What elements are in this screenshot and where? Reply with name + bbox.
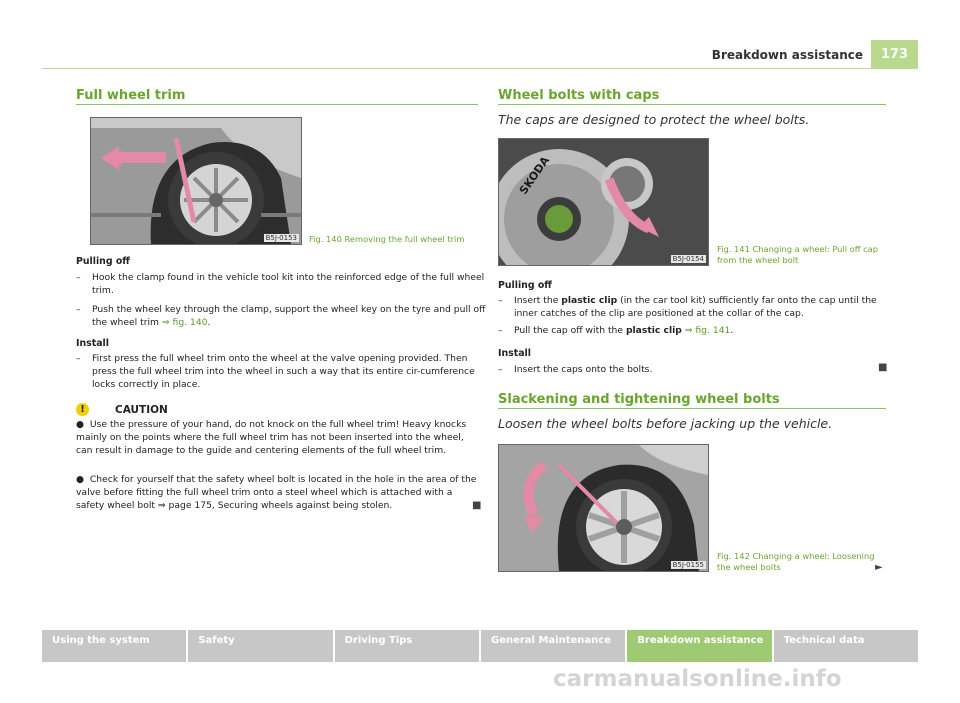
lead-text-loosen: Loosen the wheel bolts before jacking up the vehicle. bbox=[498, 416, 833, 431]
section-title-slackening-bolts: Slackening and tightening wheel bolts bbox=[498, 392, 780, 407]
caution-title: CAUTION bbox=[115, 404, 168, 416]
figure-140-image bbox=[90, 117, 302, 245]
bullet-dot-icon: ● bbox=[76, 474, 85, 485]
caps-install-step: – Insert the caps onto the bolts. bbox=[498, 364, 653, 375]
bullet-dot-icon: ● bbox=[76, 419, 85, 430]
caps-step-1: – Insert the plastic clip (in the car tool kit) sufficiently far onto the cap until the inner catches of the clip are positioned at the collar of the cap. bbox=[498, 295, 877, 319]
figure-142-image bbox=[498, 444, 709, 572]
section-rule bbox=[76, 104, 478, 105]
continue-arrow-icon: ► bbox=[875, 562, 883, 573]
figure-code: B5J-0153 bbox=[265, 234, 297, 242]
cap-removal-illustration bbox=[499, 139, 708, 265]
pulling-off-step-2: – Push the wheel key through the clamp, support the wheel key on the tyre and pull off the wheel trim ⇒ fig. 140. bbox=[76, 304, 486, 328]
page-number-badge: 173 bbox=[871, 40, 918, 68]
section-title-full-wheel-trim: Full wheel trim bbox=[76, 88, 186, 103]
install-step-1: – First press the full wheel trim onto the wheel at the valve opening provided. Then press the full wheel trim into the wheel in such a way that its entire cir-cumference locks correctly in place. bbox=[76, 353, 475, 390]
figure-code: B5J-0155 bbox=[672, 561, 704, 569]
figure-142-caption: Fig. 142 Changing a wheel: Loosening the wheel bolts bbox=[717, 551, 875, 572]
skoda-logo-text: SKODA bbox=[516, 154, 553, 197]
section-rule bbox=[498, 104, 886, 105]
fig-141-link[interactable]: ⇒ fig. 141 bbox=[681, 325, 731, 336]
nav-breakdown-assistance[interactable]: Breakdown assistance bbox=[627, 630, 773, 662]
nav-using-the-system[interactable]: Using the system bbox=[42, 630, 188, 662]
install-heading-right: Install bbox=[498, 348, 531, 359]
fig-140-link[interactable]: ⇒ fig. 140 bbox=[161, 317, 208, 328]
figure-code: B5J-0154 bbox=[672, 255, 704, 263]
pulling-off-heading-right: Pulling off bbox=[498, 280, 552, 291]
chapter-nav-bar bbox=[42, 630, 918, 662]
section-end-mark: ■ bbox=[472, 500, 482, 511]
figure-141-image bbox=[498, 138, 709, 266]
running-header-title: Breakdown assistance bbox=[711, 48, 863, 62]
pulling-off-step-1: – Hook the clamp found in the vehicle tool kit into the reinforced edge of the full wheel trim. bbox=[76, 272, 485, 296]
section-end-mark: ■ bbox=[878, 362, 888, 373]
nav-technical-data[interactable]: Technical data bbox=[783, 635, 865, 646]
bolt-loosening-illustration bbox=[499, 445, 708, 571]
figure-141-caption: Fig. 141 Changing a wheel: Pull off cap from the wheel bolt bbox=[717, 244, 879, 265]
section-rule bbox=[498, 408, 886, 409]
caution-warning-icon: ! bbox=[76, 403, 89, 416]
header-divider bbox=[42, 68, 918, 69]
pulling-off-heading: Pulling off bbox=[76, 256, 130, 267]
wheel-trim-removal-illustration bbox=[91, 118, 301, 244]
nav-general-maintenance[interactable]: General Maintenance bbox=[481, 630, 627, 662]
caution-bullet-2: ● Check for yourself that the safety wheel bolt is located in the hole in the area of the valve before fitting the full wheel trim onto a steel wheel which is attached with a safety wheel bolt ⇒ page 175, Securing wheels against being stolen. bbox=[76, 474, 477, 511]
lead-text-caps: The caps are designed to protect the wheel bolts. bbox=[498, 112, 810, 127]
figure-140-caption: Fig. 140 Removing the full wheel trim bbox=[309, 234, 465, 244]
nav-driving-tips[interactable]: Driving Tips bbox=[335, 630, 481, 662]
nav-safety[interactable]: Safety bbox=[188, 630, 334, 662]
caps-step-2: – Pull the cap off with the plastic clip ⇒ fig. 141. bbox=[498, 325, 734, 336]
watermark-text: carmanualsonline.info bbox=[553, 666, 842, 692]
install-heading: Install bbox=[76, 338, 109, 349]
section-title-wheel-bolts-caps: Wheel bolts with caps bbox=[498, 88, 660, 103]
caution-bullet-1: ● Use the pressure of your hand, do not knock on the full wheel trim! Heavy knocks mainly on the points where the full wheel trim has not been inserted into the wheel, can result in damage to the guide and centering elements of the full wheel trim. bbox=[76, 419, 467, 456]
